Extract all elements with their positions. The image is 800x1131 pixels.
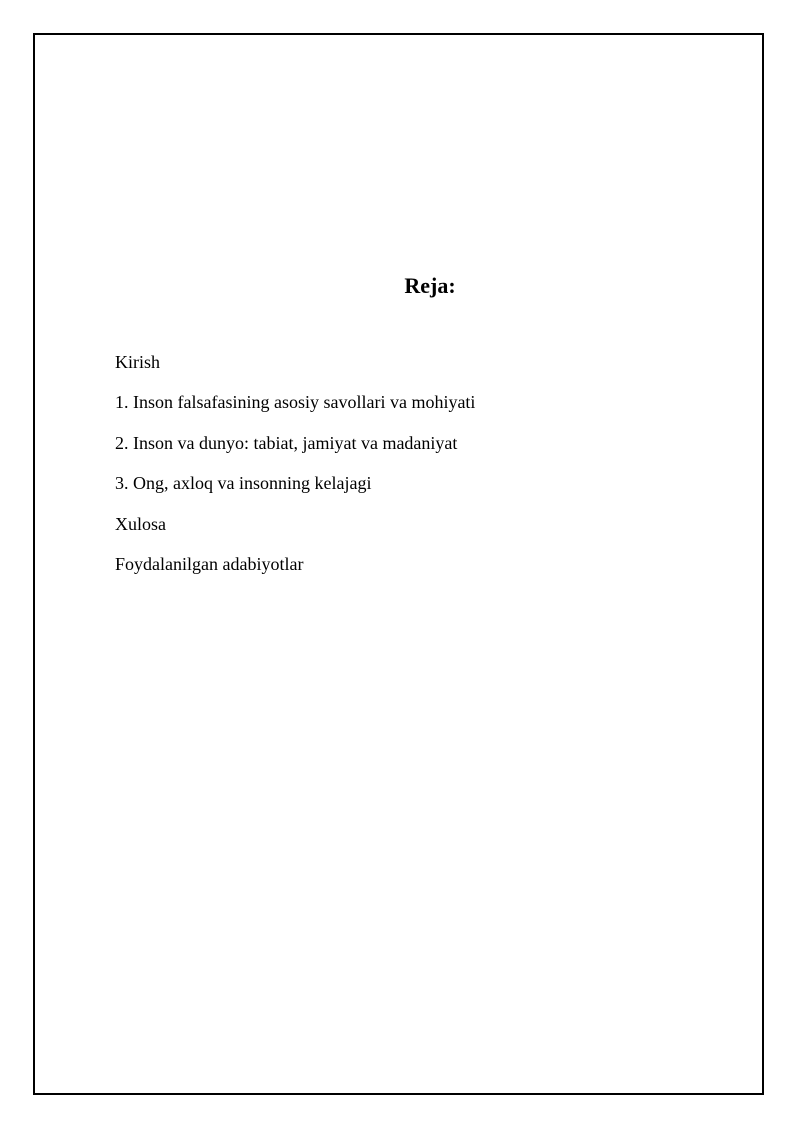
plan-list: [115, 350, 475, 592]
list-item-introduction: Kirish: [115, 352, 160, 372]
list-item-chapter-3: 3. Ong, axloq va insonning kelajagi: [115, 473, 372, 494]
list-item-references: Foydalanilgan adabiyotlar: [115, 553, 304, 574]
page-title: Reja:: [404, 273, 456, 298]
list-item-chapter-1: 1. Inson falsafasining asosiy savollari va mohiyati: [115, 392, 476, 413]
list-item-chapter-2: 2. Inson va dunyo: tabiat, jamiyat va madaniyat: [115, 432, 458, 453]
list-item-conclusion: Xulosa: [115, 513, 166, 534]
